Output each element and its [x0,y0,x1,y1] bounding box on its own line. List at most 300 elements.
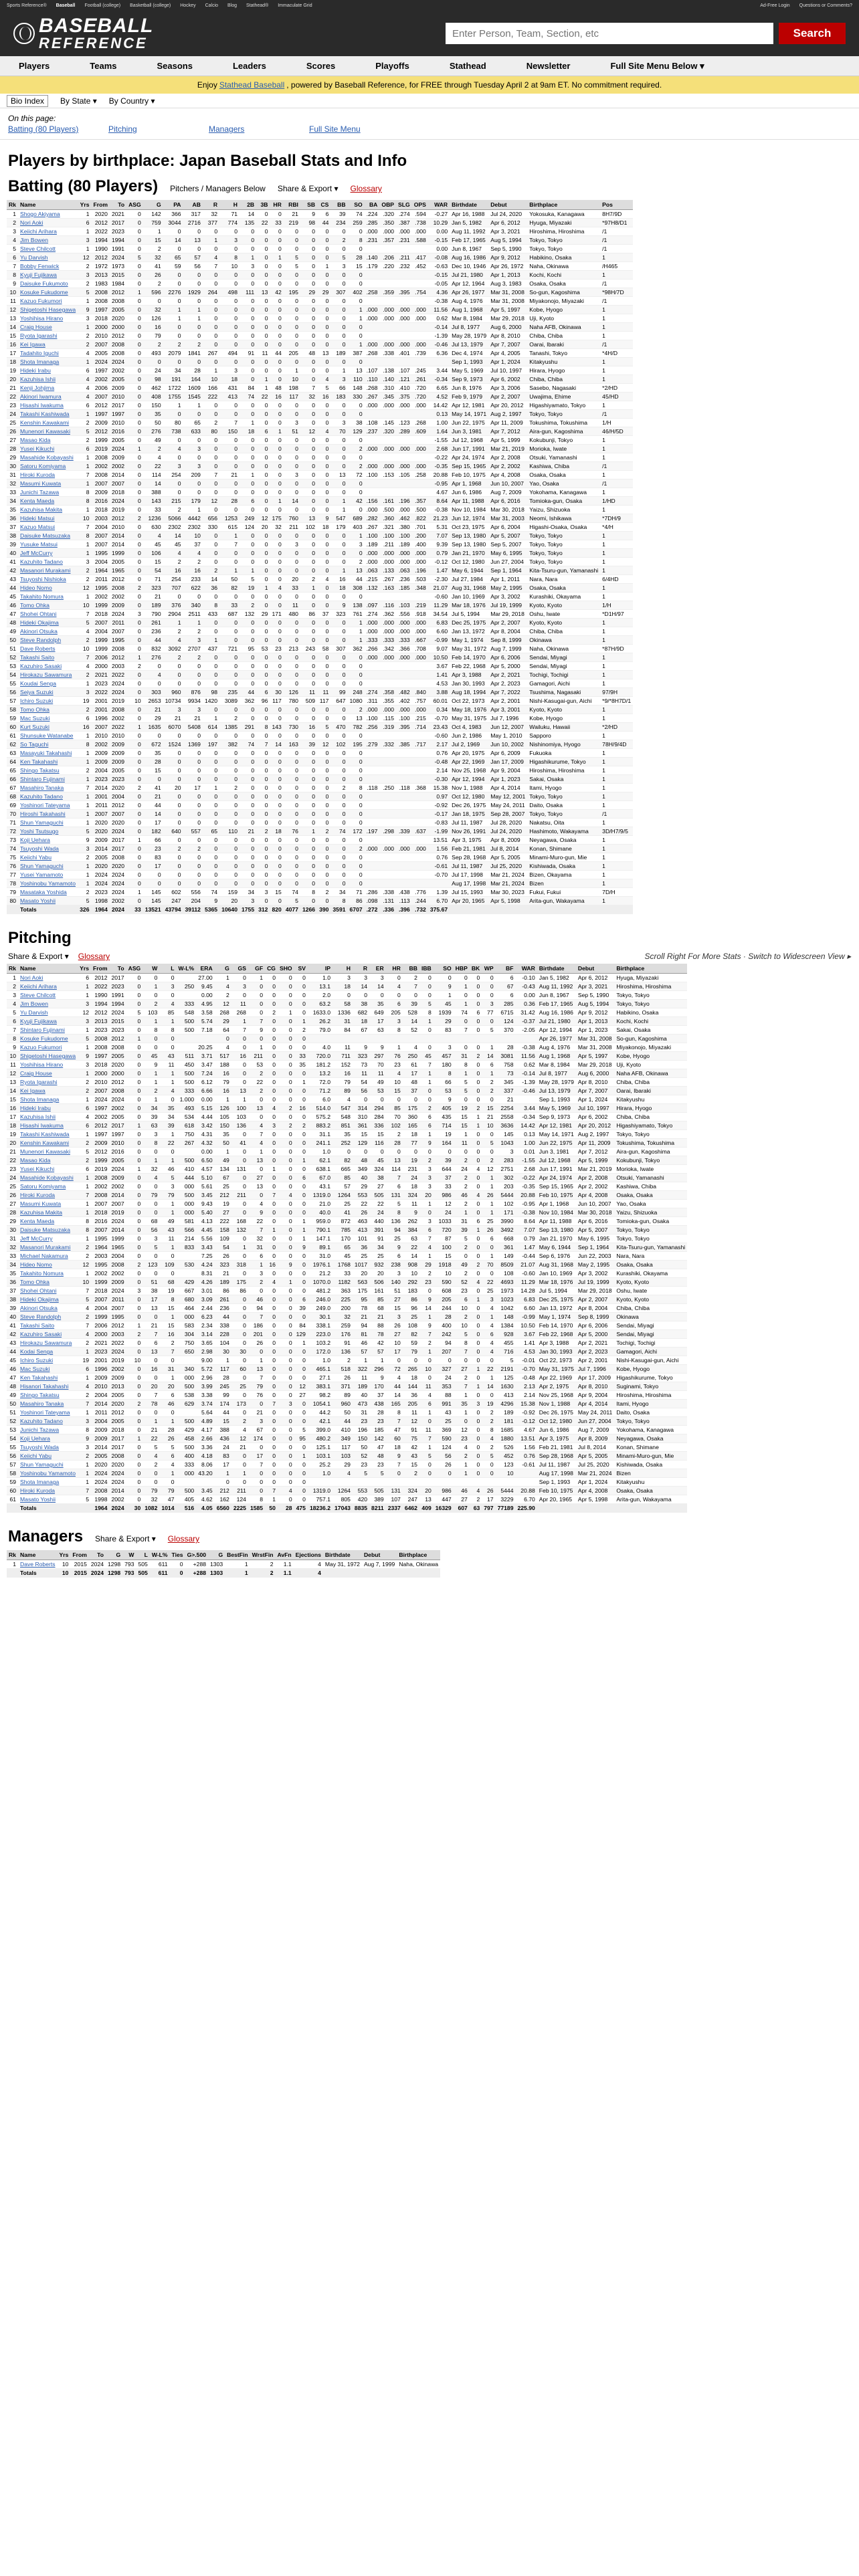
column-header[interactable]: G>.500 [185,1550,208,1560]
column-header[interactable]: Name [18,200,78,210]
player-name-link[interactable]: Shintaro Fujinami [18,1026,78,1035]
nav-players[interactable]: Players [19,61,50,71]
column-header[interactable]: From [91,964,109,974]
player-name-link[interactable]: Kazuhito Tadano [18,558,78,566]
player-name-link[interactable]: Hisanori Takahashi [18,1382,78,1391]
player-name-link[interactable]: Koji Uehara [18,1434,78,1443]
column-header[interactable]: IBB [419,964,434,974]
player-name-link[interactable]: Shun Yamaguchi [18,1461,78,1469]
column-header[interactable]: From [91,200,109,210]
player-name-link[interactable]: Steve Randolph [18,636,78,645]
table-cell: 15 [7,332,18,340]
column-header[interactable]: Birthplace [527,200,600,210]
table-cell: 74 [348,210,365,219]
player-name-link[interactable]: Yoshinori Tateyama [18,801,78,810]
table-cell: 0 [256,479,270,488]
column-header[interactable]: SB [300,200,317,210]
player-name-link[interactable]: Akinori Otsuka [18,1304,78,1313]
player-name-link[interactable]: Shota Imanaga [18,1095,78,1104]
column-header[interactable]: CG [265,964,278,974]
player-name-link[interactable]: Hiroki Kuroda [18,1487,78,1495]
player-name-link[interactable]: Kazuhisa Ishii [18,1113,78,1121]
table-cell: 22 [482,1278,495,1287]
column-header[interactable]: W-L% [150,1550,170,1560]
column-header[interactable]: RBI [284,200,300,210]
player-name-link[interactable]: Ryota Igarashi [18,332,78,340]
column-header[interactable]: H [219,200,240,210]
table-cell: .000 [412,445,428,453]
player-name-link[interactable]: Masao Kida [18,436,78,445]
table-cell: 1 [330,566,347,575]
player-name-link[interactable]: Takahito Nomura [18,1269,78,1278]
player-name-link[interactable]: Tsuyoshi Wada [18,1443,78,1452]
table-cell: 6 [256,688,270,697]
column-header[interactable]: GF [248,964,265,974]
player-name-link[interactable]: Yoshinobu Yamamoto [18,879,78,888]
table-cell: 2002 [110,462,126,471]
player-name-link[interactable]: Ichiro Suzuki [18,1356,78,1365]
player-name-link[interactable]: Tsuyoshi Nishioka [18,575,78,584]
column-header[interactable]: BB [403,964,419,974]
player-name-link[interactable]: Yoshihisa Hirano [18,1061,78,1069]
player-name-link[interactable]: Koudai Senga [18,679,78,688]
player-name-link[interactable]: Junichi Tazawa [18,488,78,497]
player-name-link[interactable]: Masanori Murakami [18,1243,78,1252]
player-name-link[interactable]: Kazuo Fukumori [18,297,78,306]
column-header[interactable]: 3B [256,200,270,210]
player-name-link[interactable]: Kenshin Kawakami [18,1139,78,1148]
column-header[interactable]: AB [183,200,203,210]
player-name-link[interactable]: Hisashi Iwakuma [18,401,78,410]
player-name-link[interactable]: Yoshihisa Hirano [18,314,78,323]
table-cell: 0 [270,601,283,610]
player-name-link[interactable]: Masahide Kobayashi [18,453,78,462]
player-name-link[interactable]: Kazuhiro Sasaki [18,1330,78,1339]
player-name-link[interactable]: Shun Yamaguchi [18,819,78,827]
player-name-link[interactable]: Ichiro Suzuki [18,697,78,706]
nav-full-site-menu[interactable]: Full Site Menu Below ▾ [610,60,704,71]
player-name-link[interactable]: Masataka Yoshida [18,888,78,897]
column-header[interactable]: GS [231,964,248,974]
table-cell: Naha, Okinawa [527,262,600,271]
player-name-link[interactable]: Kenta Maeda [18,497,78,506]
column-header[interactable]: Name [18,964,78,974]
player-name-link[interactable]: Kazuo Fukumori [18,1043,78,1052]
player-name-link[interactable]: Kodai Senga [18,1348,78,1356]
player-name-link[interactable]: Masumi Kuwata [18,479,78,488]
table-cell: 0 [240,732,256,740]
player-name-link[interactable]: Shota Imanaga [18,1478,78,1487]
table-cell: 0 [278,1434,294,1443]
player-name-link[interactable]: Keiichi Arihara [18,982,78,991]
column-header[interactable]: WP [482,964,495,974]
table-cell: 5 [284,253,300,262]
player-name-link[interactable]: Koji Uehara [18,836,78,845]
player-name-link[interactable]: Yoshi Tsutsugo [18,827,78,836]
player-name-link[interactable]: Hideo Nomo [18,1261,78,1269]
player-name-link[interactable]: Dave Roberts [18,1560,58,1569]
player-name-link[interactable]: Shingo Takatsu [18,766,78,775]
column-header[interactable]: PA [163,200,183,210]
column-header[interactable]: BK [470,964,482,974]
column-header[interactable]: WAR [428,200,450,210]
by-state-dropdown[interactable]: By State ▾ [60,96,97,106]
nav-seasons[interactable]: Seasons [157,61,193,71]
player-name-link[interactable]: Hideki Irabu [18,1104,78,1113]
player-name-link[interactable]: Tsuyoshi Wada [18,845,78,853]
player-name-link[interactable]: Craig House [18,1069,78,1078]
table-cell: 1 [159,1417,176,1426]
player-name-link[interactable]: Masayuki Takahashi [18,749,78,758]
column-header[interactable]: Yrs [78,964,91,974]
player-name-link[interactable]: Kenshin Kawakami [18,419,78,427]
table-cell: 0 [126,1469,143,1478]
player-name-link[interactable]: Munenori Kawasaki [18,1148,78,1156]
player-name-link[interactable]: Kazuhiro Sasaki [18,662,78,671]
table-cell: Jun 27, 2004 [576,1417,614,1426]
column-header[interactable]: SV [294,964,308,974]
player-name-link[interactable]: Junichi Tazawa [18,1426,78,1434]
player-name-link[interactable]: Daisuke Fukumoto [18,280,78,288]
column-header[interactable]: W [142,964,159,974]
column-header[interactable]: Rk [7,964,18,974]
nav-newsletter[interactable]: Newsletter [526,61,571,71]
column-header[interactable]: Ties [170,1550,185,1560]
topbar-item[interactable]: Calcio [205,3,219,8]
table-row [7,1087,687,1095]
table-cell: 0 [348,853,365,862]
player-name-link[interactable]: Masumi Kuwata [18,1200,78,1208]
player-name-link[interactable]: Ken Takahashi [18,758,78,766]
column-header[interactable]: H [332,964,353,974]
column-header[interactable]: CS [317,200,330,210]
player-name-link[interactable]: Shohei Ohtani [18,610,78,619]
search-input[interactable] [446,23,773,44]
column-header[interactable]: SO [434,964,454,974]
nav-scores[interactable]: Scores [306,61,336,71]
column-header[interactable]: SHO [278,964,294,974]
player-name-link[interactable]: Tadahito Iguchi [18,349,78,358]
table-cell: 0 [203,340,219,349]
player-name-link[interactable]: Kosuke Fukudome [18,288,78,297]
column-header[interactable]: Rk [7,200,18,210]
nav-playoffs[interactable]: Playoffs [375,61,409,71]
column-header[interactable]: IP [308,964,332,974]
player-name-link[interactable]: Hisashi Iwakuma [18,1121,78,1130]
column-header[interactable]: BA [365,200,380,210]
player-name-link[interactable]: Masato Yoshii [18,1495,78,1504]
column-header[interactable]: Name [18,1550,58,1560]
column-header[interactable]: Yrs [58,1550,71,1560]
player-name-link[interactable]: Keiichi Yabu [18,1452,78,1461]
column-header[interactable]: L [159,964,176,974]
player-name-link[interactable]: Takashi Kashiwada [18,1130,78,1139]
jump-managers-link[interactable]: Managers [209,124,245,134]
column-header[interactable]: HR [270,200,283,210]
player-name-link[interactable]: Masahide Kobayashi [18,1174,78,1182]
player-name-link[interactable]: Hideki Irabu [18,366,78,375]
player-name-link[interactable]: Tomo Ohka [18,1278,78,1287]
jump-batting-link[interactable]: Batting (80 Players) [8,124,79,134]
player-name-link[interactable]: Hiroki Kuroda [18,1191,78,1200]
batting-glossary-link[interactable]: Glossary [350,184,382,193]
player-name-link[interactable]: Tomo Ohka [18,706,78,714]
table-cell: 1 [142,982,159,991]
player-name-link[interactable]: Kei Igawa [18,340,78,349]
player-name-link[interactable]: Shota Imanaga [18,358,78,366]
table-cell: .267 [379,575,396,584]
column-header[interactable]: Birthdate [323,1550,362,1560]
column-header[interactable]: Debut [362,1550,397,1560]
player-name-link[interactable]: Ryota Igarashi [18,1078,78,1087]
column-header[interactable]: G [208,1550,225,1560]
player-name-link[interactable]: Hirokazu Sawamura [18,671,78,679]
player-name-link[interactable]: Kenta Maeda [18,1217,78,1226]
topbar-item[interactable]: Immaculate Grid [278,3,312,8]
column-header[interactable]: Pos [600,200,633,210]
player-name-link[interactable]: Shingo Takatsu [18,1391,78,1400]
column-header[interactable]: Debut [488,200,527,210]
pitching-share-export[interactable]: Share & Export ▾ [8,952,69,961]
search-button[interactable]: Search [779,23,846,44]
player-name-link[interactable]: Jeff McCurry [18,1235,78,1243]
column-header[interactable]: G [106,1550,122,1560]
player-name-link[interactable]: Yu Darvish [18,1008,78,1017]
table-cell: 2024 [110,871,126,879]
player-name-link[interactable]: Masahiro Tanaka [18,784,78,792]
player-name-link[interactable]: Mac Suzuki [18,714,78,723]
table-cell: 0 [203,323,219,332]
player-name-link[interactable]: Daisuke Matsuzaka [18,1226,78,1235]
player-name-link[interactable]: Masanori Murakami [18,566,78,575]
player-name-link[interactable]: Michael Nakamura [18,1252,78,1261]
table-row [7,679,633,688]
player-name-link[interactable]: Nori Aoki [18,219,78,227]
player-name-link[interactable]: Hiroshi Takahashi [18,810,78,819]
column-header[interactable]: From [70,1550,88,1560]
player-name-link[interactable]: Shigetoshi Hasegawa [18,306,78,314]
player-name-link[interactable]: Kazuhisa Ishii [18,375,78,384]
nav-leaders[interactable]: Leaders [232,61,266,71]
column-header[interactable]: G [143,200,163,210]
site-logo[interactable] [13,16,153,51]
table-cell: 3.45 [196,1191,215,1200]
player-name-link[interactable]: Yusuke Matsui [18,540,78,549]
player-name-link[interactable]: Akinori Iwamura [18,393,78,401]
player-name-link[interactable]: Yu Darvish [18,253,78,262]
table-cell: .268 [365,384,380,393]
player-name-link[interactable]: Craig House [18,323,78,332]
player-name-link[interactable]: Satoru Komiyama [18,1182,78,1191]
player-name-link[interactable]: Kazuhisa Makita [18,506,78,514]
player-name-link[interactable]: Jeff McCurry [18,549,78,558]
player-name-link[interactable]: Keiichi Arihara [18,227,78,236]
pitchers-managers-below-link[interactable]: Pitchers / Managers Below [170,184,266,193]
player-name-link[interactable]: Shogo Akiyama [18,210,78,219]
topbar-item[interactable]: Sports Reference® [7,3,47,8]
player-name-link[interactable]: Masato Yoshii [18,897,78,905]
topbar-item[interactable]: Baseball [56,3,76,8]
column-header[interactable]: To [89,1550,106,1560]
batting-share-export[interactable]: Share & Export ▾ [277,184,339,193]
table-cell: 2024 [109,1217,126,1226]
player-name-link[interactable]: Kenji Johjima [18,384,78,393]
topbar-item[interactable]: Stathead® [246,3,269,8]
player-name-link[interactable]: Ken Takahashi [18,1374,78,1382]
table-cell: Nov 25, 1968 [537,1391,576,1400]
managers-share-export[interactable]: Share & Export ▾ [95,1534,156,1543]
player-name-link[interactable]: Mac Suzuki [18,1365,78,1374]
column-header[interactable]: R [353,964,369,974]
stathead-link[interactable]: Stathead Baseball [219,80,285,90]
player-name-link[interactable]: Yoshinori Tateyama [18,1408,78,1417]
player-name-link[interactable]: Yusei Kikuchi [18,1165,78,1174]
player-name-link[interactable]: Steve Randolph [18,1313,78,1321]
column-header[interactable]: 2B [240,200,256,210]
column-header[interactable]: Ejections [294,1550,323,1560]
column-header[interactable]: WrstFin [250,1550,276,1560]
topbar-item[interactable]: Basketball (college) [130,3,171,8]
column-header[interactable]: R [203,200,219,210]
player-name-link[interactable]: Takashi Saito [18,653,78,662]
nav-stathead[interactable]: Stathead [449,61,486,71]
player-name-link[interactable]: Hideki Matsui [18,514,78,523]
column-header[interactable]: G [215,964,231,974]
player-name-link[interactable]: Bobby Fenwick [18,262,78,271]
player-name-link[interactable]: Kazuhito Tadano [18,792,78,801]
player-name-link[interactable]: Keiichi Yabu [18,853,78,862]
nav-teams[interactable]: Teams [90,61,117,71]
table-cell: 1 [600,314,633,323]
column-header[interactable]: To [109,964,126,974]
column-header[interactable]: ASG [126,964,143,974]
table-cell: 4 [278,1487,294,1495]
player-name-link[interactable]: Hideki Okajima [18,1295,78,1304]
column-header[interactable]: HBP [454,964,470,974]
column-header[interactable]: BF [496,964,516,974]
column-header[interactable]: SO [348,200,365,210]
player-name-link[interactable]: Daisuke Matsuzaka [18,532,78,540]
column-header[interactable]: HR [386,964,403,974]
column-header[interactable]: BestFin [225,1550,250,1560]
player-name-link[interactable]: Seiya Suzuki [18,688,78,697]
player-name-link[interactable]: Kazuhito Tadano [18,1417,78,1426]
player-name-link[interactable]: Shun Yamaguchi [18,862,78,871]
topbar-item[interactable]: Blog [227,3,237,8]
column-header[interactable]: Birthplace [397,1550,440,1560]
column-header[interactable]: To [110,200,126,210]
player-name-link[interactable]: Shigetoshi Hasegawa [18,1052,78,1061]
table-cell: 172 [348,827,365,836]
player-name-link[interactable]: Kazuo Matsui [18,523,78,532]
column-header[interactable]: Birthplace [614,964,687,974]
table-cell: Konan, Shimane [614,1443,687,1452]
column-header[interactable]: W [122,1550,136,1560]
player-name-link[interactable]: Kurt Suzuki [18,723,78,732]
player-name-link[interactable]: Kyuji Fujikawa [18,1017,78,1026]
player-name-link[interactable]: Jim Bowen [18,1000,78,1008]
column-header[interactable]: Debut [576,964,614,974]
by-country-dropdown[interactable]: By Country ▾ [108,96,155,106]
column-header[interactable]: L [136,1550,149,1560]
player-name-link[interactable]: Nori Aoki [18,974,78,982]
player-name-link[interactable]: Kyuji Fujikawa [18,271,78,280]
player-name-link[interactable]: Hideki Okajima [18,619,78,627]
bio-index-tab[interactable]: Bio Index [7,95,48,107]
player-name-link[interactable]: Yusei Kikuchi [18,445,78,453]
topbar-item[interactable]: Football (college) [84,3,121,8]
column-header[interactable]: Rk [7,1550,18,1560]
column-header[interactable]: OBP [379,200,396,210]
column-header[interactable]: AvFn [275,1550,293,1560]
player-name-link[interactable]: Satoru Komiyama [18,462,78,471]
player-name-link[interactable]: Steve Chilcott [18,991,78,1000]
player-name-link[interactable]: Shohei Ohtani [18,1287,78,1295]
player-name-link[interactable]: Yoshinobu Yamamoto [18,1469,78,1478]
column-header[interactable]: BB [330,200,347,210]
column-header[interactable]: W-L% [176,964,196,974]
player-name-link[interactable]: Kei Igawa [18,1087,78,1095]
player-name-link[interactable]: So Taguchi [18,740,78,749]
player-name-link[interactable]: Tomo Ohka [18,601,78,610]
table-cell: 2 [454,1200,470,1208]
jump-full-site-menu-link[interactable]: Full Site Menu [309,124,361,134]
player-name-link[interactable]: Hiroki Kuroda [18,471,78,479]
table-cell: .720 [412,384,428,393]
table-cell: 246.0 [308,1295,332,1304]
player-name-link[interactable]: Kosuke Fukudome [18,1035,78,1043]
player-name-link[interactable]: Hirokazu Sawamura [18,1339,78,1348]
player-name-link[interactable]: Akinori Otsuka [18,627,78,636]
player-name-link[interactable]: Takashi Saito [18,1321,78,1330]
column-header[interactable]: OPS [412,200,428,210]
player-name-link[interactable]: Kazuhisa Makita [18,1208,78,1217]
column-header[interactable]: WAR [516,964,537,974]
player-name-link[interactable]: Shintaro Fujinami [18,775,78,784]
player-name-link[interactable]: Jim Bowen [18,236,78,245]
column-header[interactable]: Birthdate [450,200,488,210]
player-name-link[interactable]: Shunsuke Watanabe [18,732,78,740]
player-name-link[interactable]: Munenori Kawasaki [18,427,78,436]
column-header[interactable]: Birthdate [537,964,576,974]
table-cell: 0 [454,1148,470,1156]
table-cell: 4.32 [196,1139,215,1148]
questions-link[interactable]: Questions or Comments? [799,3,852,8]
player-name-link[interactable]: Steve Chilcott [18,245,78,253]
column-header[interactable]: SLG [396,200,412,210]
table-cell: 9 [278,1261,294,1269]
player-name-link[interactable]: Masahiro Tanaka [18,1400,78,1408]
pitching-glossary-link[interactable]: Glossary [78,952,110,961]
player-name-link[interactable]: Masao Kida [18,1156,78,1165]
column-header[interactable]: Yrs [78,200,91,210]
player-name-link[interactable]: Dave Roberts [18,645,78,653]
managers-glossary-link[interactable]: Glossary [167,1534,200,1543]
topbar-item[interactable]: Hockey [180,3,196,8]
player-name-link[interactable]: Takashi Kashiwada [18,410,78,419]
player-name-link[interactable]: Takahito Nomura [18,593,78,601]
player-name-link[interactable]: Hideo Nomo [18,584,78,593]
jump-pitching-link[interactable]: Pitching [108,124,137,134]
column-header[interactable]: ASG [126,200,143,210]
column-header[interactable]: ERA [196,964,215,974]
table-cell: 248 [348,688,365,697]
ad-free-login-link[interactable]: Ad-Free Login [760,3,790,8]
player-name-link[interactable]: Yusei Yamamoto [18,871,78,879]
column-header[interactable]: ER [369,964,386,974]
widescreen-note[interactable]: Scroll Right For More Stats · Switch to Widescreen View ▸ [644,952,851,961]
table-cell: 3636 [496,1121,516,1130]
